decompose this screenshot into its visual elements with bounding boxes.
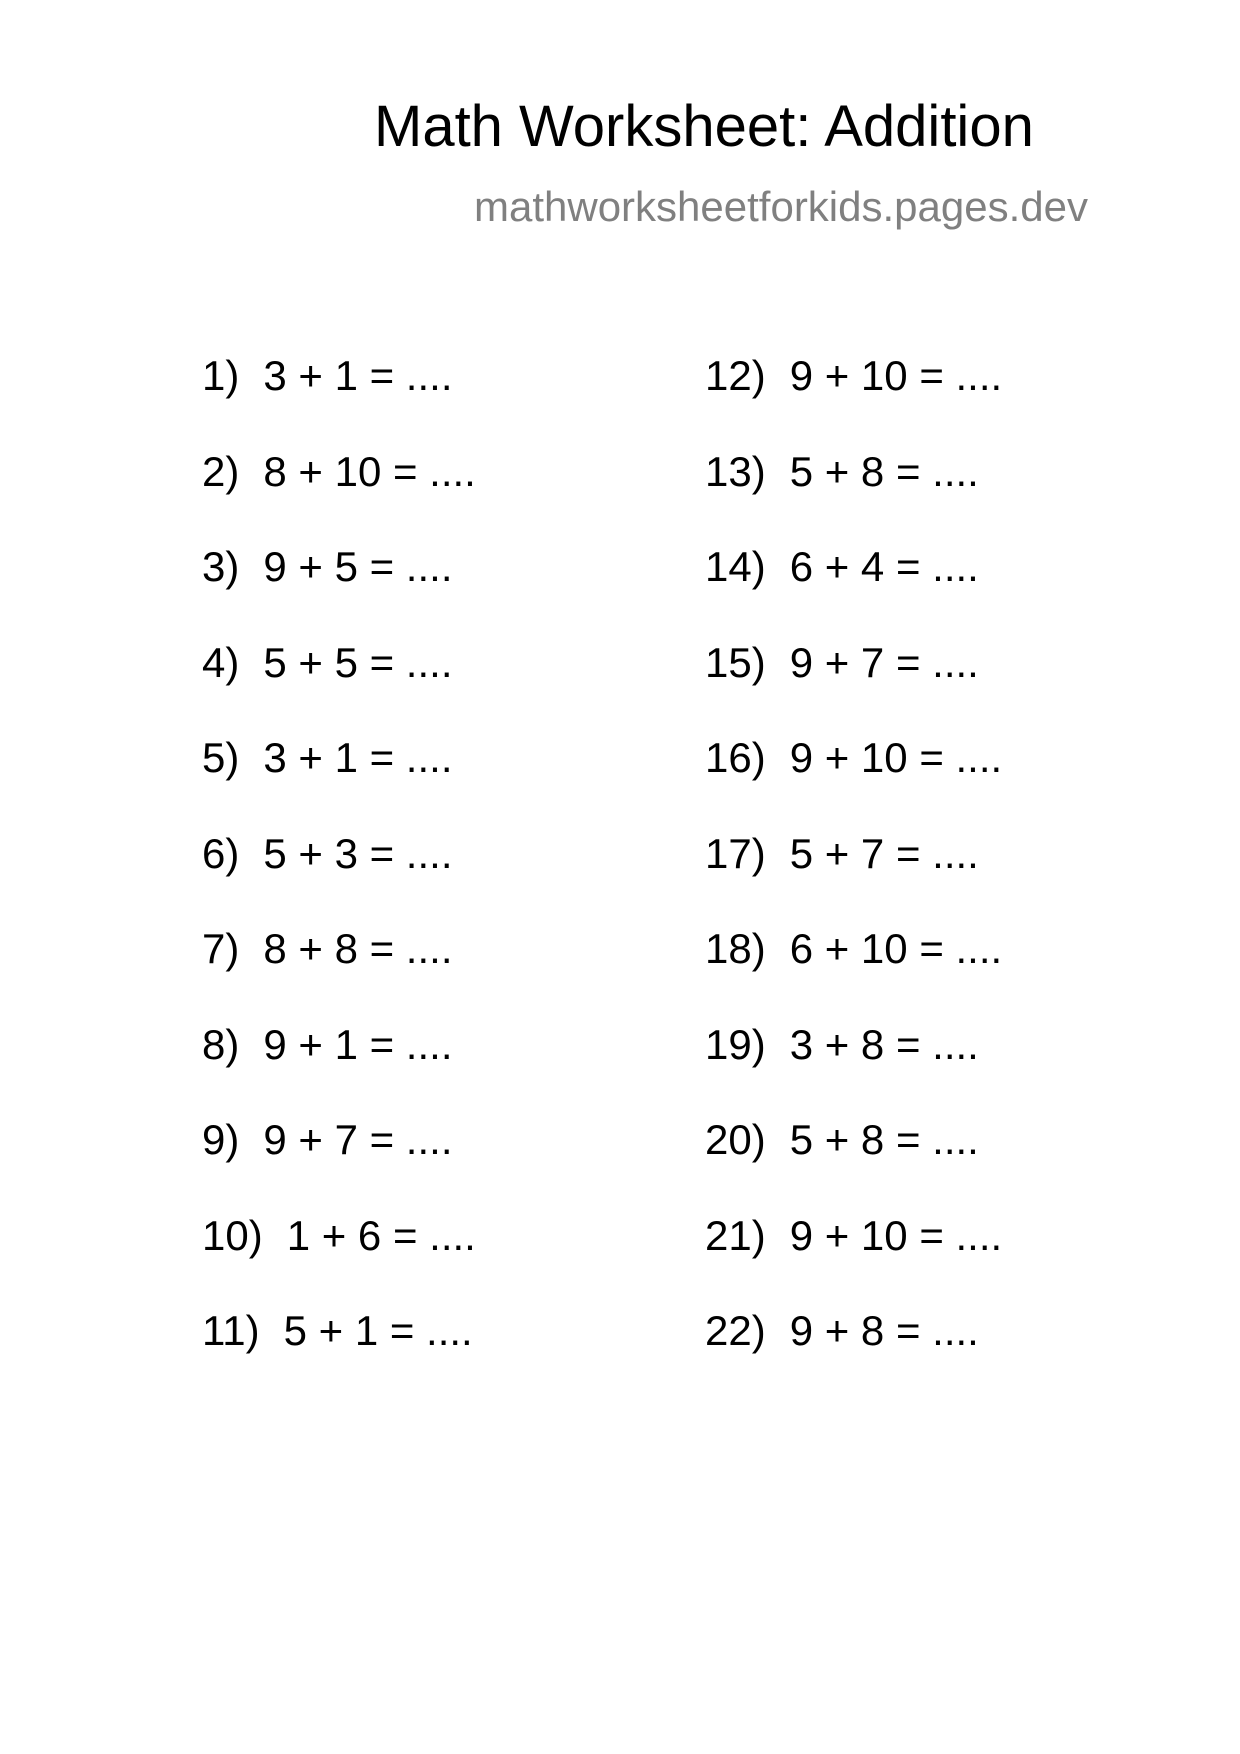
problem-number: 16) bbox=[705, 734, 766, 781]
problem-expression: 3 + 1 = .... bbox=[263, 352, 453, 399]
problem-expression: 1 + 6 = .... bbox=[286, 1211, 476, 1259]
problem-number: 22) bbox=[705, 1307, 766, 1354]
problem-item bbox=[202, 543, 476, 642]
problem-number: 2) bbox=[202, 447, 240, 495]
problem-expression: 8 + 10 = .... bbox=[263, 447, 476, 495]
problem-number: 13) bbox=[705, 447, 766, 495]
problem-number: 12) bbox=[705, 352, 766, 399]
problem-item bbox=[705, 447, 1002, 547]
problem-item bbox=[705, 1020, 1002, 1120]
problem-item bbox=[202, 638, 476, 738]
problem-number: 9) bbox=[202, 1116, 240, 1163]
site-url: mathworksheetforkids.pages.dev bbox=[474, 183, 1088, 230]
problem-number: 4) bbox=[202, 638, 240, 686]
problem-expression: 9 + 10 = .... bbox=[789, 734, 1003, 781]
problem-number: 14) bbox=[705, 543, 766, 590]
problem-item bbox=[705, 829, 1002, 929]
problem-expression: 5 + 5 = .... bbox=[263, 638, 453, 686]
problem-expression: 9 + 8 = .... bbox=[789, 1307, 979, 1354]
problem-item bbox=[202, 1020, 476, 1120]
problem-item bbox=[705, 543, 1002, 642]
problem-expression: 9 + 10 = .... bbox=[789, 1211, 1003, 1259]
problem-item bbox=[202, 829, 476, 929]
problem-expression: 5 + 8 = .... bbox=[789, 1116, 979, 1163]
problem-item bbox=[705, 638, 1002, 738]
problem-item bbox=[705, 734, 1003, 833]
problem-expression: 6 + 10 = .... bbox=[789, 925, 1003, 972]
problem-number: 10) bbox=[202, 1211, 263, 1259]
problem-number: 6) bbox=[202, 829, 240, 877]
problem-item bbox=[202, 1116, 476, 1215]
problem-item bbox=[705, 1211, 1003, 1311]
problem-item bbox=[705, 1307, 1002, 1406]
problem-expression: 9 + 5 = .... bbox=[263, 543, 453, 590]
problem-expression: 3 + 8 = .... bbox=[789, 1020, 979, 1068]
problem-expression: 9 + 10 = .... bbox=[789, 352, 1003, 399]
problem-number: 1) bbox=[202, 352, 240, 399]
problem-column-left bbox=[202, 352, 476, 1406]
problem-number: 7) bbox=[202, 925, 240, 972]
problem-expression: 9 + 7 = .... bbox=[263, 1116, 453, 1163]
problem-number: 5) bbox=[202, 734, 240, 781]
problem-number: 20) bbox=[705, 1116, 766, 1163]
problem-expression: 9 + 1 = .... bbox=[263, 1020, 453, 1068]
problem-expression: 5 + 8 = .... bbox=[789, 447, 979, 495]
problem-item bbox=[202, 1307, 476, 1406]
problem-expression: 5 + 7 = .... bbox=[789, 829, 979, 877]
problem-column-right bbox=[705, 352, 1003, 1406]
problem-expression: 3 + 1 = .... bbox=[263, 734, 453, 781]
problem-item bbox=[202, 925, 476, 1024]
problem-item bbox=[705, 1116, 1002, 1215]
problem-expression: 5 + 3 = .... bbox=[263, 829, 453, 877]
problem-item bbox=[202, 447, 476, 547]
problem-number: 17) bbox=[705, 829, 766, 877]
problem-number: 15) bbox=[705, 638, 766, 686]
problem-number: 18) bbox=[705, 925, 766, 972]
problem-expression: 8 + 8 = .... bbox=[263, 925, 453, 972]
problem-number: 19) bbox=[705, 1020, 766, 1068]
problem-number: 21) bbox=[705, 1211, 766, 1259]
problem-expression: 6 + 4 = .... bbox=[789, 543, 979, 590]
problem-expression: 9 + 7 = .... bbox=[789, 638, 979, 686]
worksheet-title: Math Worksheet: Addition bbox=[374, 94, 1034, 159]
problem-item bbox=[202, 352, 476, 451]
problem-number: 8) bbox=[202, 1020, 240, 1068]
problem-number: 11) bbox=[202, 1307, 260, 1354]
problem-item bbox=[705, 352, 1003, 451]
problem-item bbox=[705, 925, 1003, 1024]
problem-item bbox=[202, 1211, 476, 1311]
problem-expression: 5 + 1 = .... bbox=[283, 1307, 473, 1354]
problem-item bbox=[202, 734, 476, 833]
problem-number: 3) bbox=[202, 543, 240, 590]
